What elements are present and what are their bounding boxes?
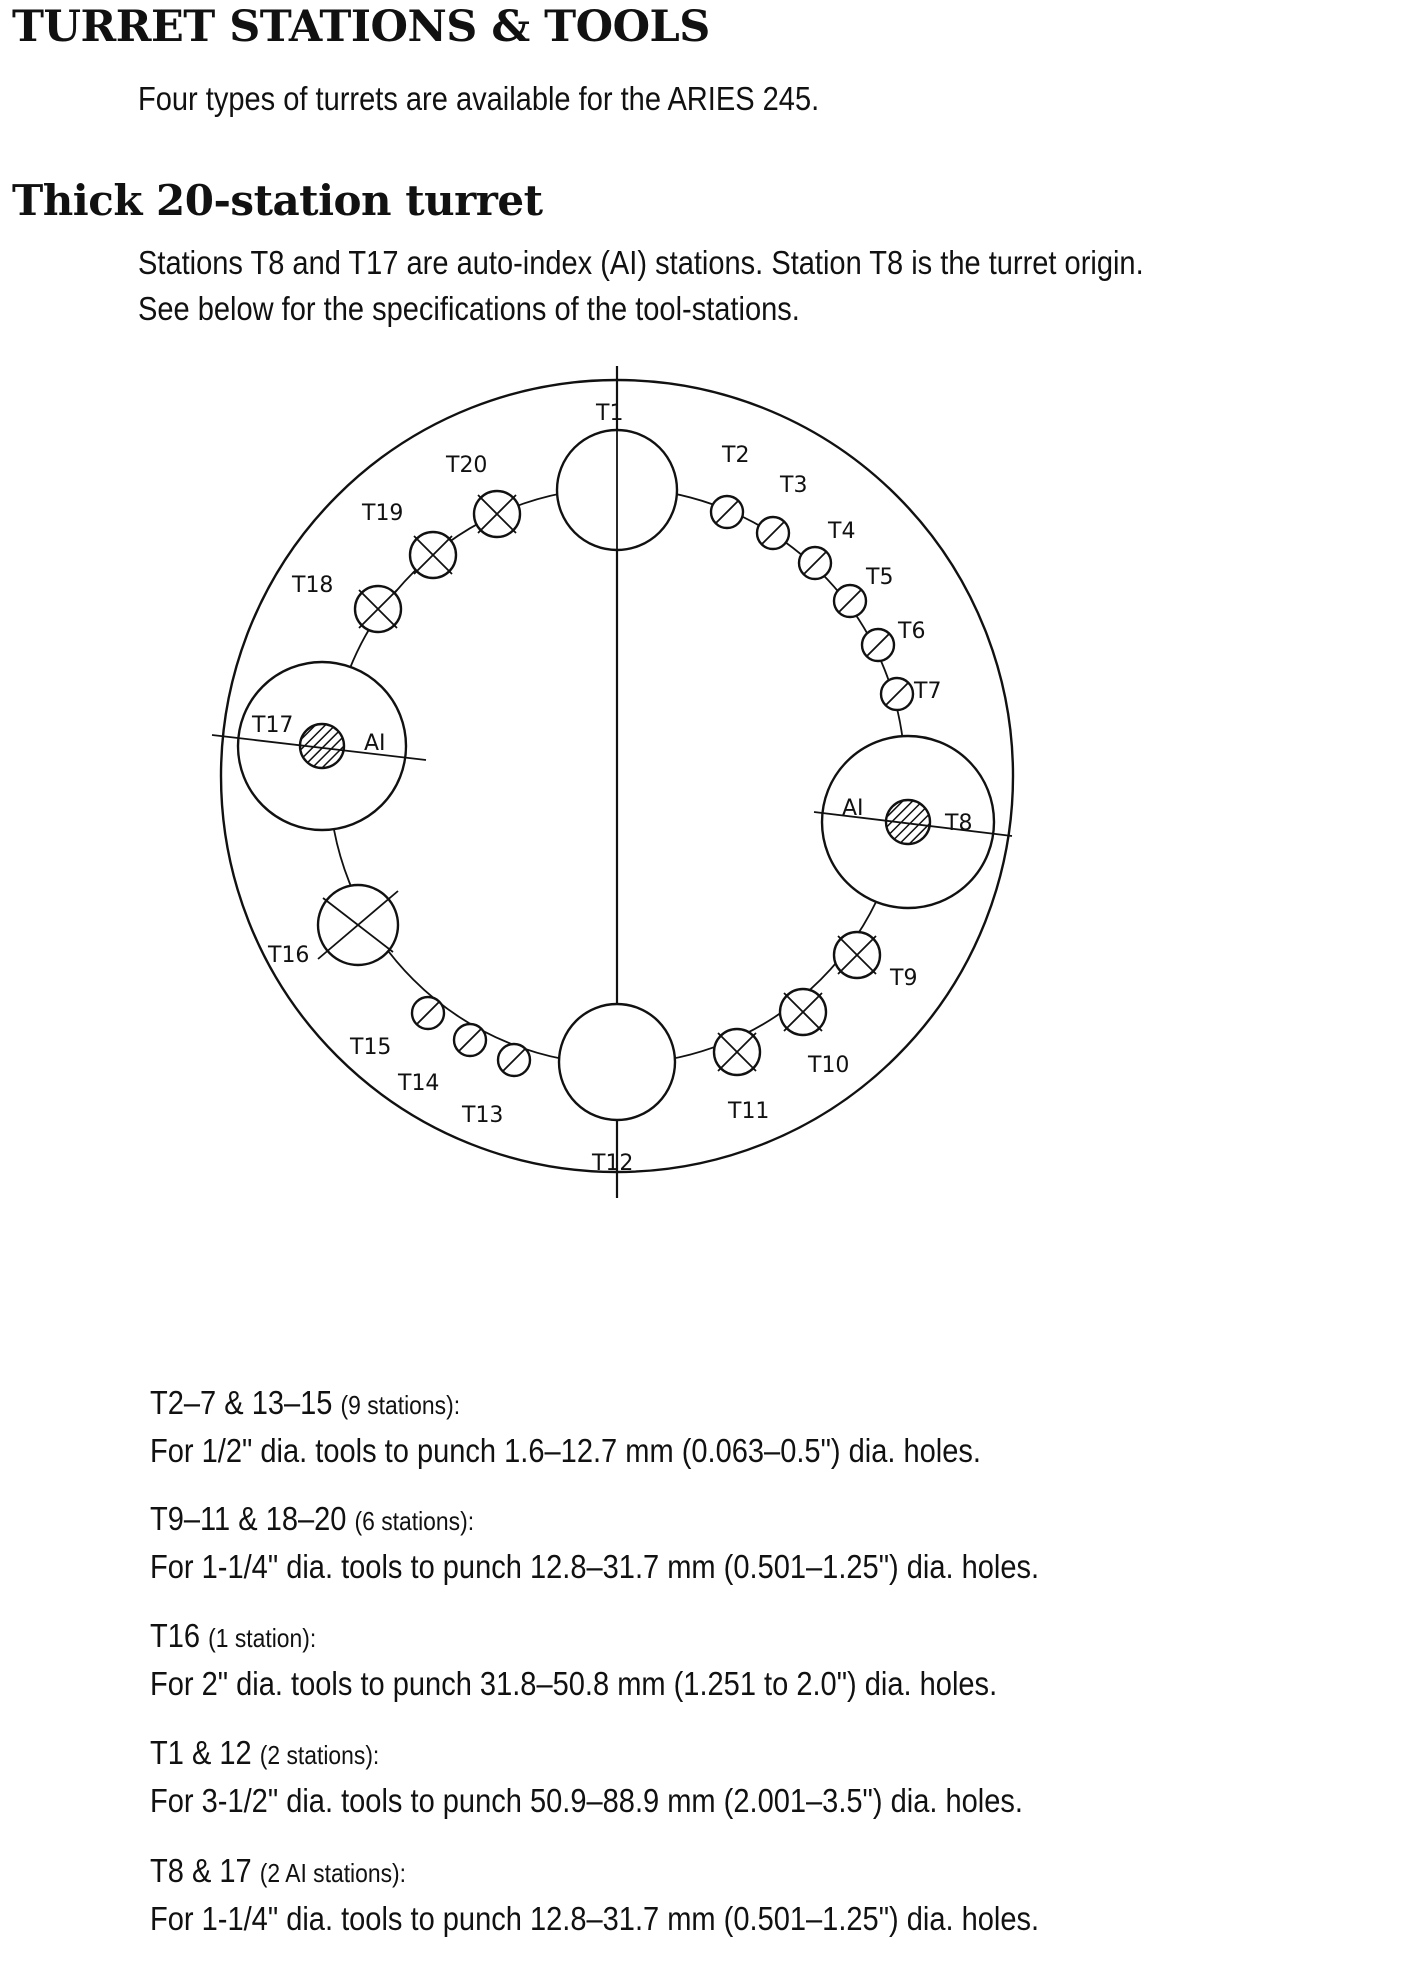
label-t1: T1 — [596, 401, 624, 426]
section-description-line-1: Stations T8 and T17 are auto-index (AI) stations. Station T8 is the turret origin. — [138, 244, 1144, 281]
label-t4: T4 — [828, 519, 856, 544]
spec-count: (2 stations): — [259, 1740, 380, 1770]
spec-block-5 — [150, 1852, 1039, 1938]
label-t16: T16 — [268, 943, 310, 968]
label-t13: T13 — [462, 1103, 504, 1128]
spec-count: (1 station): — [208, 1623, 317, 1653]
label-t3: T3 — [780, 473, 808, 498]
spec-stations: T2–7 & 13–15 — [150, 1384, 341, 1421]
label-t19: T19 — [362, 501, 404, 526]
spec-count: (6 stations): — [354, 1506, 475, 1536]
label-t11: T11 — [728, 1099, 770, 1124]
spec-detail: For 1-1/4" dia. tools to punch 12.8–31.7 mm (0.501–1.25") dia. holes. — [150, 1900, 1040, 1937]
label-t9: T9 — [890, 966, 918, 991]
section-description-line-2: See below for the specifications of the tool-stations. — [138, 290, 800, 327]
label-t10: T10 — [808, 1053, 850, 1078]
spec-count: (9 stations): — [340, 1390, 461, 1420]
section-title: Thick 20-station turret — [12, 176, 543, 225]
label-ai-left: AI — [364, 731, 386, 756]
label-ai-right: AI — [842, 796, 864, 821]
label-t2: T2 — [722, 443, 750, 468]
label-t5: T5 — [866, 565, 894, 590]
spec-stations: T1 & 12 — [150, 1734, 260, 1771]
spec-block-2 — [150, 1500, 1039, 1586]
label-t6: T6 — [898, 619, 926, 644]
spec-block-1 — [150, 1384, 981, 1470]
spec-stations: T9–11 & 18–20 — [150, 1500, 355, 1537]
spec-block-4 — [150, 1734, 1023, 1820]
label-t18: T18 — [292, 573, 334, 598]
label-t8: T8 — [945, 811, 973, 836]
spec-block-3 — [150, 1617, 997, 1703]
label-t14: T14 — [398, 1071, 440, 1096]
page-heading: TURRET STATIONS & TOOLS — [12, 2, 710, 52]
spec-count: (2 AI stations): — [259, 1858, 407, 1888]
label-t7: T7 — [914, 679, 942, 704]
spec-detail: For 3-1/2" dia. tools to punch 50.9–88.9 mm (2.001–3.5") dia. holes. — [150, 1782, 1023, 1819]
label-t20: T20 — [446, 453, 488, 478]
label-t17: T17 — [252, 713, 294, 738]
spec-stations: T16 — [150, 1617, 209, 1654]
station-t12 — [559, 1004, 675, 1120]
spec-detail: For 1-1/4" dia. tools to punch 12.8–31.7 mm (0.501–1.25") dia. holes. — [150, 1548, 1040, 1585]
spec-detail: For 1/2" dia. tools to punch 1.6–12.7 mm (0.063–0.5") dia. holes. — [150, 1432, 982, 1469]
spec-stations: T8 & 17 — [150, 1852, 260, 1889]
spec-detail: For 2" dia. tools to punch 31.8–50.8 mm (1.251 to 2.0") dia. holes. — [150, 1665, 998, 1702]
intro-text: Four types of turrets are available for the ARIES 245. — [138, 80, 820, 117]
label-t15: T15 — [350, 1035, 392, 1060]
label-t12: T12 — [592, 1151, 634, 1176]
